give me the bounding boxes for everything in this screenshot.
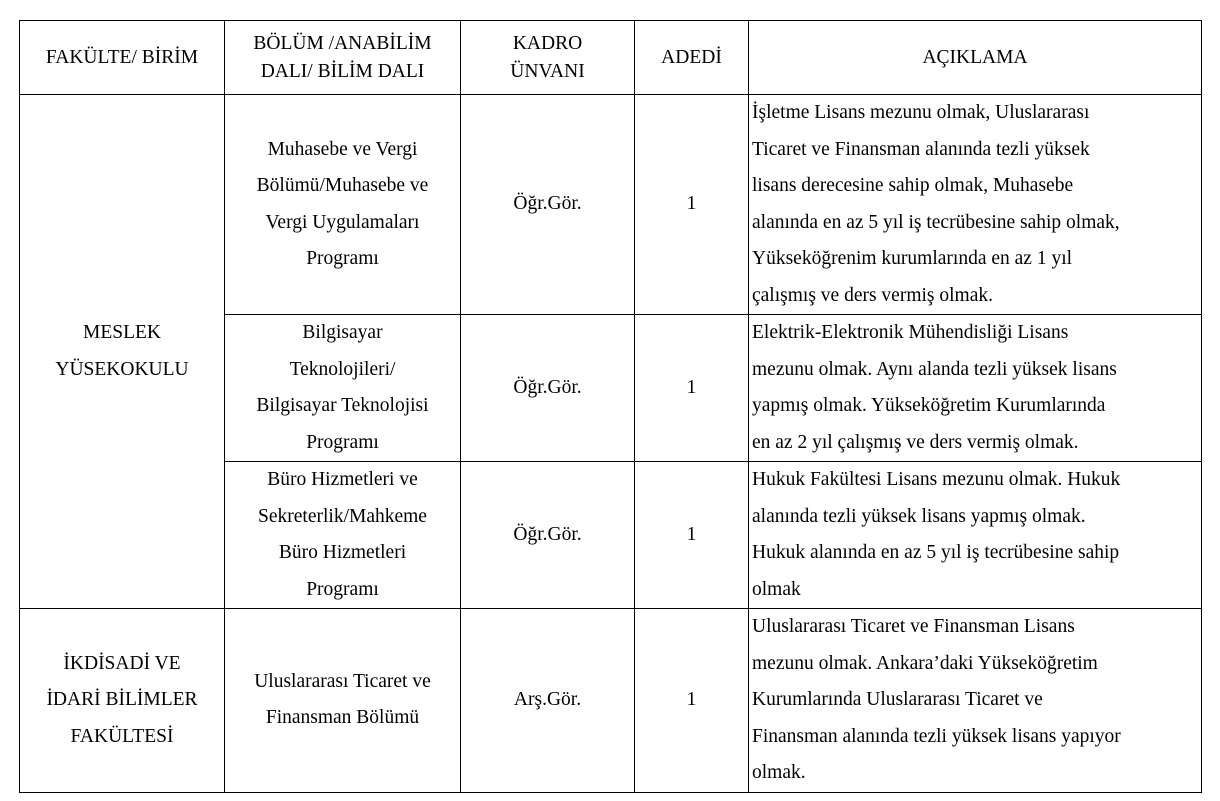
title-cell: Arş.Gör. (461, 609, 635, 793)
header-title: KADRO ÜNVANI (461, 21, 635, 95)
description-cell: Hukuk Fakültesi Lisans mezunu olmak. Hukuk alanında tezli yüksek lisans yapmış olmak. Hukuk alanında en az 5 yıl iş tecrübesine sahip olmak (749, 462, 1202, 609)
header-description: AÇIKLAMA (749, 21, 1202, 95)
title-cell: Öğr.Gör. (461, 95, 635, 315)
department-cell: Uluslararası Ticaret ve Finansman Bölümü (225, 609, 461, 793)
header-faculty: FAKÜLTE/ BİRİM (20, 21, 225, 95)
title-cell: Öğr.Gör. (461, 462, 635, 609)
department-cell: Büro Hizmetleri ve Sekreterlik/Mahkeme Büro Hizmetleri Programı (225, 462, 461, 609)
faculty-cell: MESLEK YÜSEKOKULU (20, 95, 225, 609)
department-cell: Bilgisayar Teknolojileri/ Bilgisayar Teknolojisi Programı (225, 315, 461, 462)
department-cell: Muhasebe ve Vergi Bölümü/Muhasebe ve Vergi Uygulamaları Programı (225, 95, 461, 315)
description-cell: Elektrik-Elektronik Mühendisliği Lisans mezunu olmak. Aynı alanda tezli yüksek lisans yapmış olmak. Yükseköğretim Kurumlarında en az 2 yıl çalışmış ve ders vermiş olmak. (749, 315, 1202, 462)
count-cell: 1 (635, 462, 749, 609)
title-cell: Öğr.Gör. (461, 315, 635, 462)
count-cell: 1 (635, 315, 749, 462)
description-cell: Uluslararası Ticaret ve Finansman Lisans mezunu olmak. Ankara’daki Yükseköğretim Kurumlarında Uluslararası Ticaret ve Finansman alanında tezli yüksek lisans yapıyor olmak. (749, 609, 1202, 793)
header-row (20, 21, 1202, 95)
count-cell: 1 (635, 95, 749, 315)
table-row (20, 95, 1202, 315)
faculty-cell: İKDİSADİ VE İDARİ BİLİMLER FAKÜLTESİ (20, 609, 225, 793)
count-cell: 1 (635, 609, 749, 793)
staff-positions-table (19, 20, 1202, 793)
header-count: ADEDİ (635, 21, 749, 95)
description-cell: İşletme Lisans mezunu olmak, Uluslararası Ticaret ve Finansman alanında tezli yüksek lisans derecesine sahip olmak, Muhasebe alanında en az 5 yıl iş tecrübesine sahip olmak, Yükseköğrenim kurumlarında en az 1 yıl çalışmış ve ders vermiş olmak. (749, 95, 1202, 315)
table-row (20, 609, 1202, 793)
header-department: BÖLÜM /ANABİLİM DALI/ BİLİM DALI (225, 21, 461, 95)
